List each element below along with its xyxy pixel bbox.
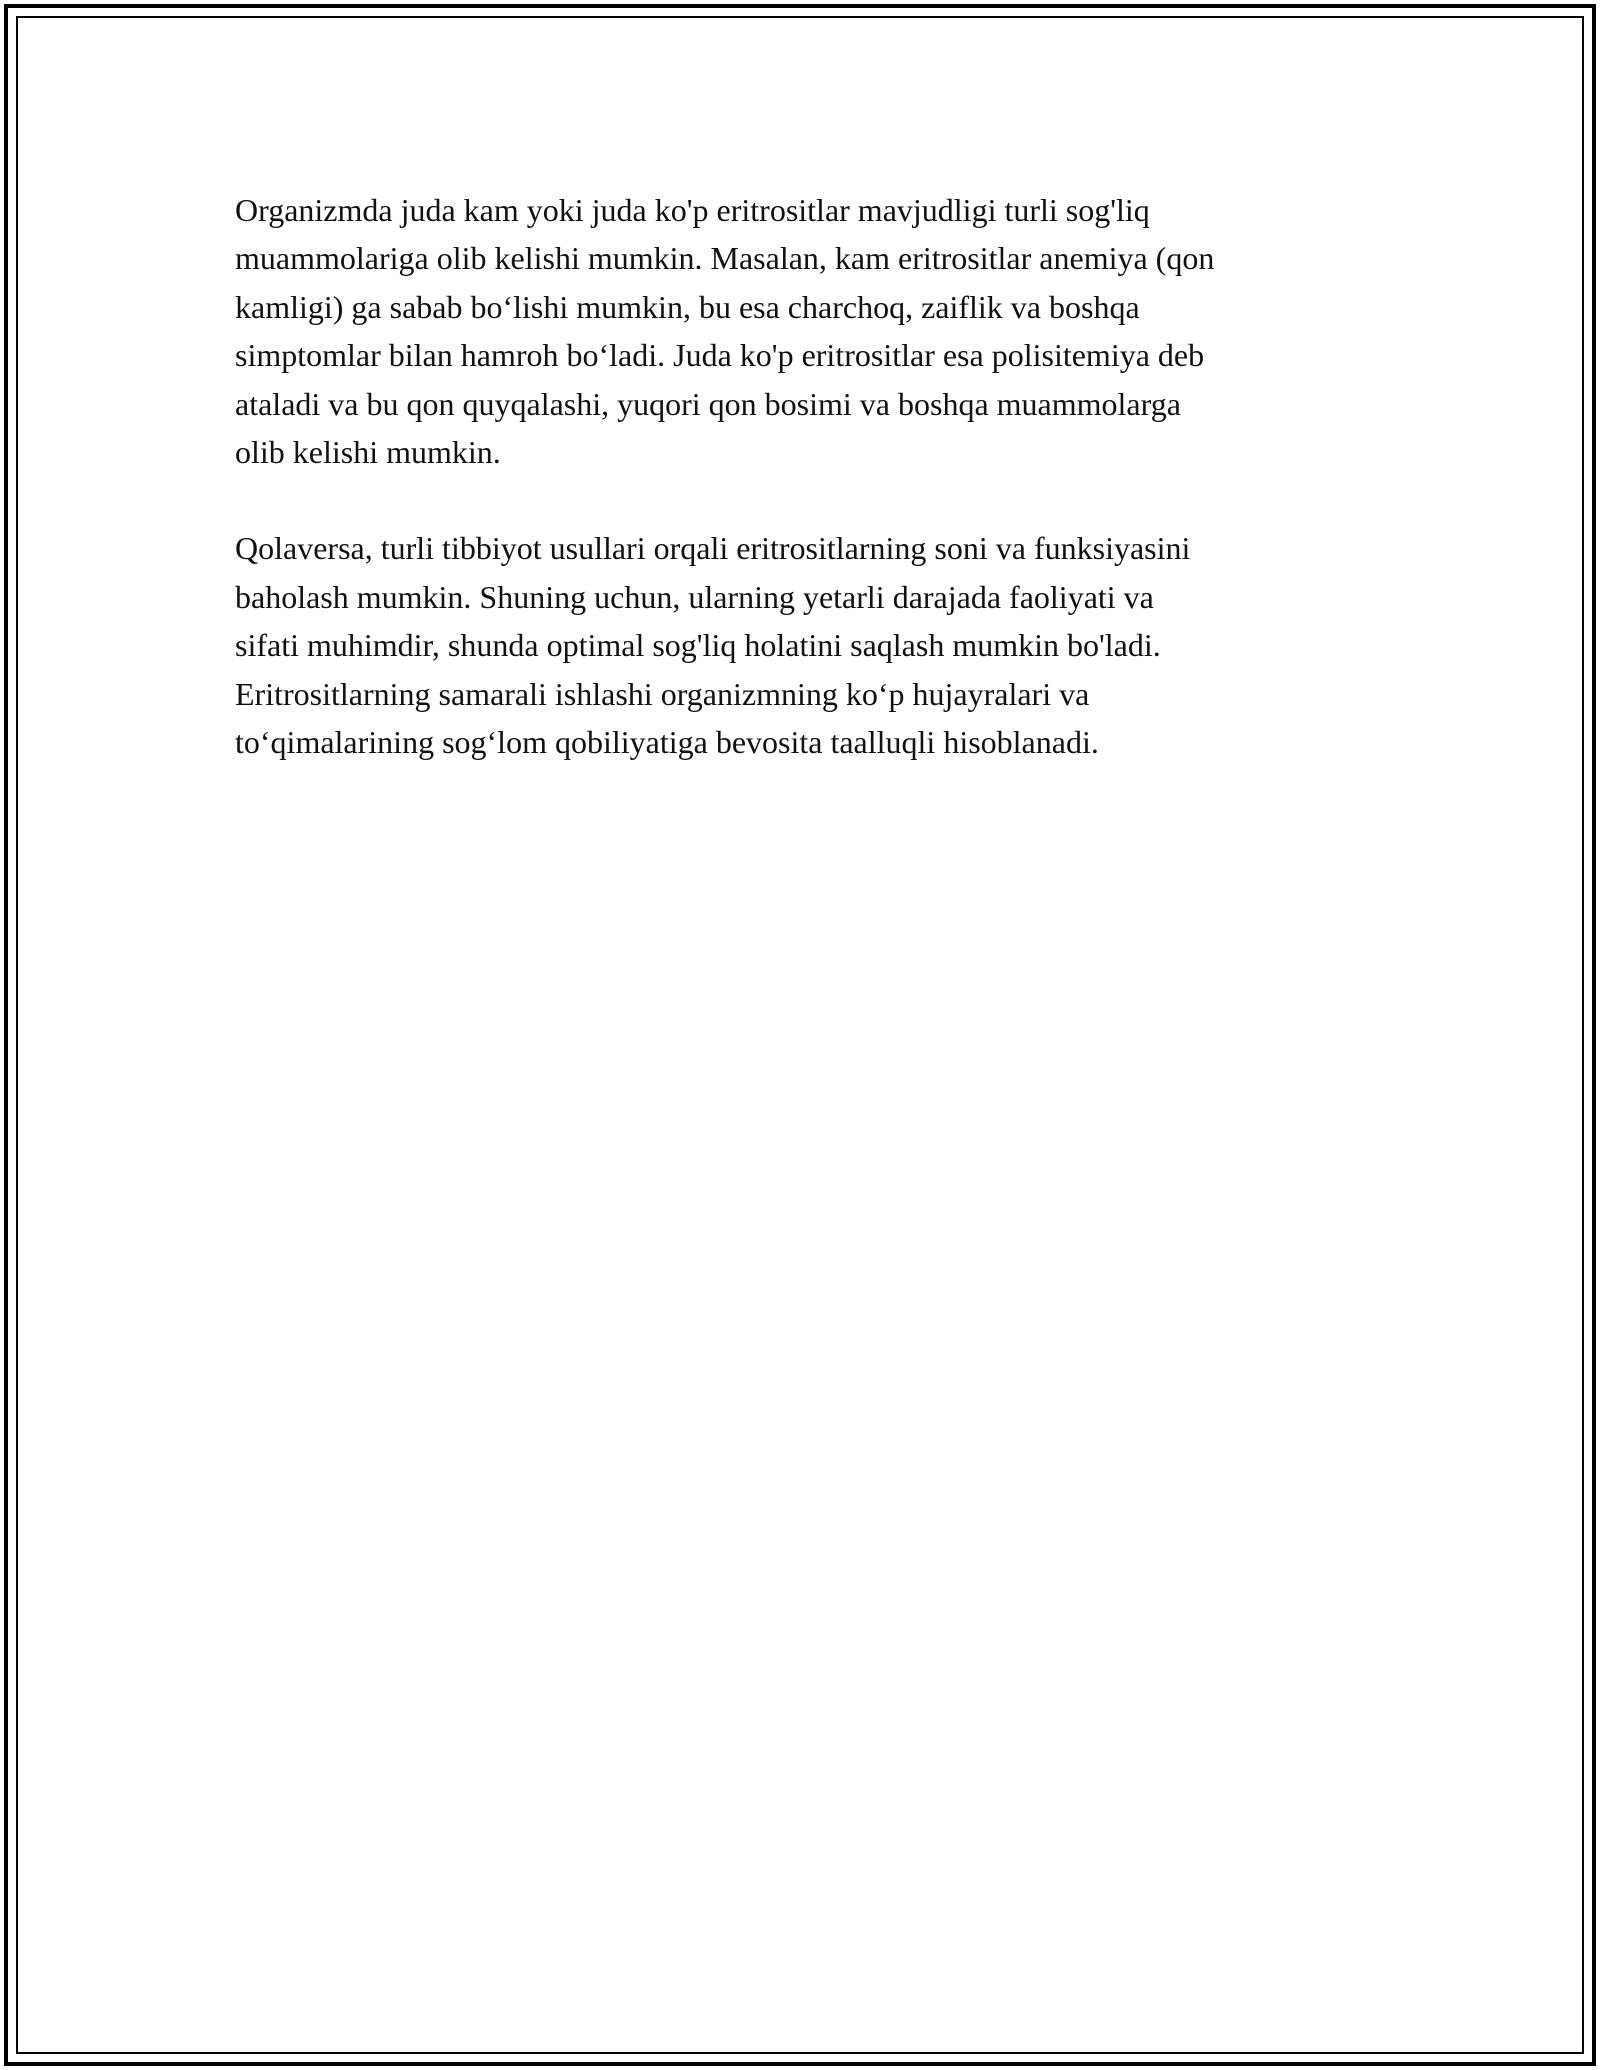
- paragraph-line: kamligi) ga sabab bo‘lishi mumkin, bu esa charchoq, zaiflik va boshqa: [235, 288, 1140, 325]
- paragraph-line: Organizmda juda kam yoki juda ko'p eritrositlar mavjudligi turli sog'liq: [235, 192, 1150, 228]
- paragraph-line: ataladi va bu qon quyqalashi, yuqori qon bosimi va boshqa muammolarga: [235, 385, 1181, 422]
- paragraph-line: olib kelishi mumkin.: [235, 434, 501, 471]
- paragraph-2: [235, 524, 1395, 766]
- paragraph-line: simptomlar bilan hamroh bo‘ladi. Juda ko'p eritrositlar esa polisitemiya deb: [235, 337, 1205, 374]
- paragraph-line: Qolaversa, turli tibbiyot usullari orqali eritrositlarning soni va funksiyasini: [235, 530, 1191, 567]
- paragraph-line: sifati muhimdir, shunda optimal sog'liq holatini saqlash mumkin bo'ladi.: [235, 627, 1161, 664]
- paragraph-line: to‘qimalarining sog‘lom qobiliyatiga bevosita taalluqli hisoblanadi.: [235, 724, 1099, 761]
- document-body: [235, 186, 1395, 766]
- paragraph-line: baholash mumkin. Shuning uchun, ularning yetarli darajada faoliyati va: [235, 578, 1154, 615]
- paragraph-1: [235, 186, 1395, 476]
- paragraph-line: muammolariga olib kelishi mumkin. Masalan, kam eritrositlar anemiya (qon: [235, 240, 1215, 277]
- paragraph-line: Eritrositlarning samarali ishlashi organizmning ko‘p hujayralari va: [235, 675, 1090, 712]
